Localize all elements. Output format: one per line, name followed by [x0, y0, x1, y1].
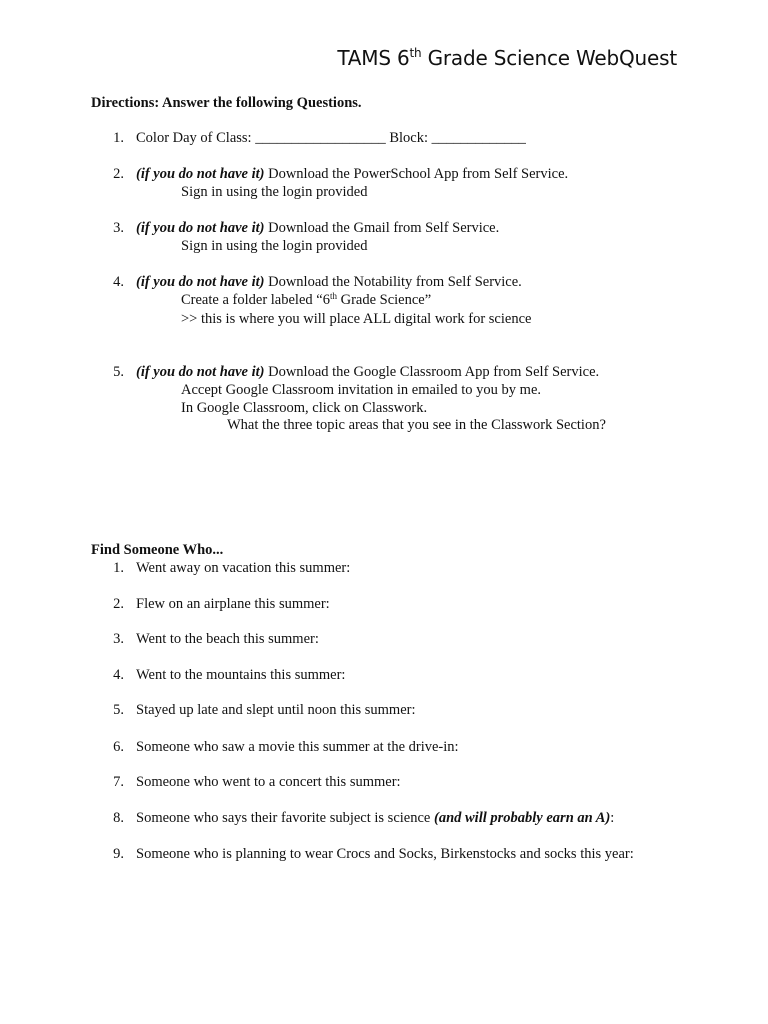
subline-suffix: Grade Science” [336, 292, 432, 308]
find-item-tail: : [610, 810, 615, 826]
question-emphasis: (if you do not have it) [136, 274, 265, 290]
find-item-number: 3. [113, 631, 124, 647]
question-subline: What the three topic areas that you see in the Classwork Section? [227, 417, 606, 433]
find-item-number: 5. [113, 702, 124, 718]
find-item-body: Someone who says their favorite subject is science [136, 810, 434, 826]
question-text [136, 363, 599, 381]
find-item-body: Stayed up late and slept until noon this summer: [136, 702, 416, 718]
find-item-text [136, 773, 401, 791]
question-number: 2. [113, 166, 124, 182]
find-item-text [136, 809, 614, 827]
page-title [337, 46, 677, 70]
find-item-number: 1. [113, 560, 124, 576]
find-item-text [136, 559, 350, 577]
find-item-text [136, 595, 330, 613]
find-item-body: Went away on vacation this summer: [136, 560, 351, 576]
question-emphasis: (if you do not have it) [136, 220, 265, 236]
question-subline: Accept Google Classroom invitation in emailed to you by me. [181, 382, 542, 398]
find-item-body: Someone who went to a concert this summer: [136, 774, 401, 790]
title-suffix: Grade Science WebQuest [421, 46, 677, 70]
find-item-body: Went to the mountains this summer: [136, 667, 346, 683]
title-prefix: TAMS 6 [337, 46, 410, 70]
find-item-body: Went to the beach this summer: [136, 631, 319, 647]
subline-superscript: th [329, 291, 337, 301]
find-item-number: 9. [113, 846, 124, 862]
find-someone-heading: Find Someone Who... [91, 542, 224, 558]
question-subline: Sign in using the login provided [181, 238, 368, 254]
question-text [136, 219, 499, 237]
question-body: Download the PowerSchool App from Self Service. [264, 166, 569, 182]
find-item-number: 2. [113, 596, 124, 612]
find-item-emphasis: (and will probably earn an A) [433, 810, 611, 826]
question-text [136, 273, 522, 291]
find-item-text [136, 701, 416, 719]
question-number: 4. [113, 274, 124, 290]
find-item-text [136, 845, 634, 863]
question-number: 5. [113, 364, 124, 380]
question-emphasis: (if you do not have it) [136, 364, 265, 380]
question-body: Download the Google Classroom App from Self Service. [264, 364, 600, 380]
find-item-body: Someone who is planning to wear Crocs and Socks, Birkenstocks and socks this year: [136, 846, 634, 862]
question-body: Download the Notability from Self Service. [264, 274, 522, 290]
question-subline: In Google Classroom, click on Classwork. [181, 400, 428, 416]
question-number: 3. [113, 220, 124, 236]
find-item-body: Flew on an airplane this summer: [136, 596, 330, 612]
question-subline [181, 291, 431, 309]
find-item-number: 8. [113, 810, 124, 826]
question-emphasis: (if you do not have it) [136, 166, 265, 182]
find-item-text [136, 666, 345, 684]
find-item-text [136, 630, 319, 648]
question-subline: Sign in using the login provided [181, 184, 368, 200]
find-item-number: 6. [113, 739, 124, 755]
question-text [136, 165, 568, 183]
title-superscript: th [409, 46, 422, 60]
find-item-number: 4. [113, 667, 124, 683]
question-subline: >> this is where you will place ALL digital work for science [181, 311, 532, 327]
subline-prefix: Create a folder labeled “6 [181, 292, 330, 308]
question-body: Download the Gmail from Self Service. [264, 220, 500, 236]
question-text: Color Day of Class: __________________ Block: _____________ [136, 130, 526, 146]
find-item-text [136, 738, 459, 756]
find-item-body: Someone who saw a movie this summer at the drive-in: [136, 739, 459, 755]
question-number: 1. [113, 130, 124, 146]
find-item-number: 7. [113, 774, 124, 790]
directions-heading: Directions: Answer the following Questions. [91, 95, 362, 111]
